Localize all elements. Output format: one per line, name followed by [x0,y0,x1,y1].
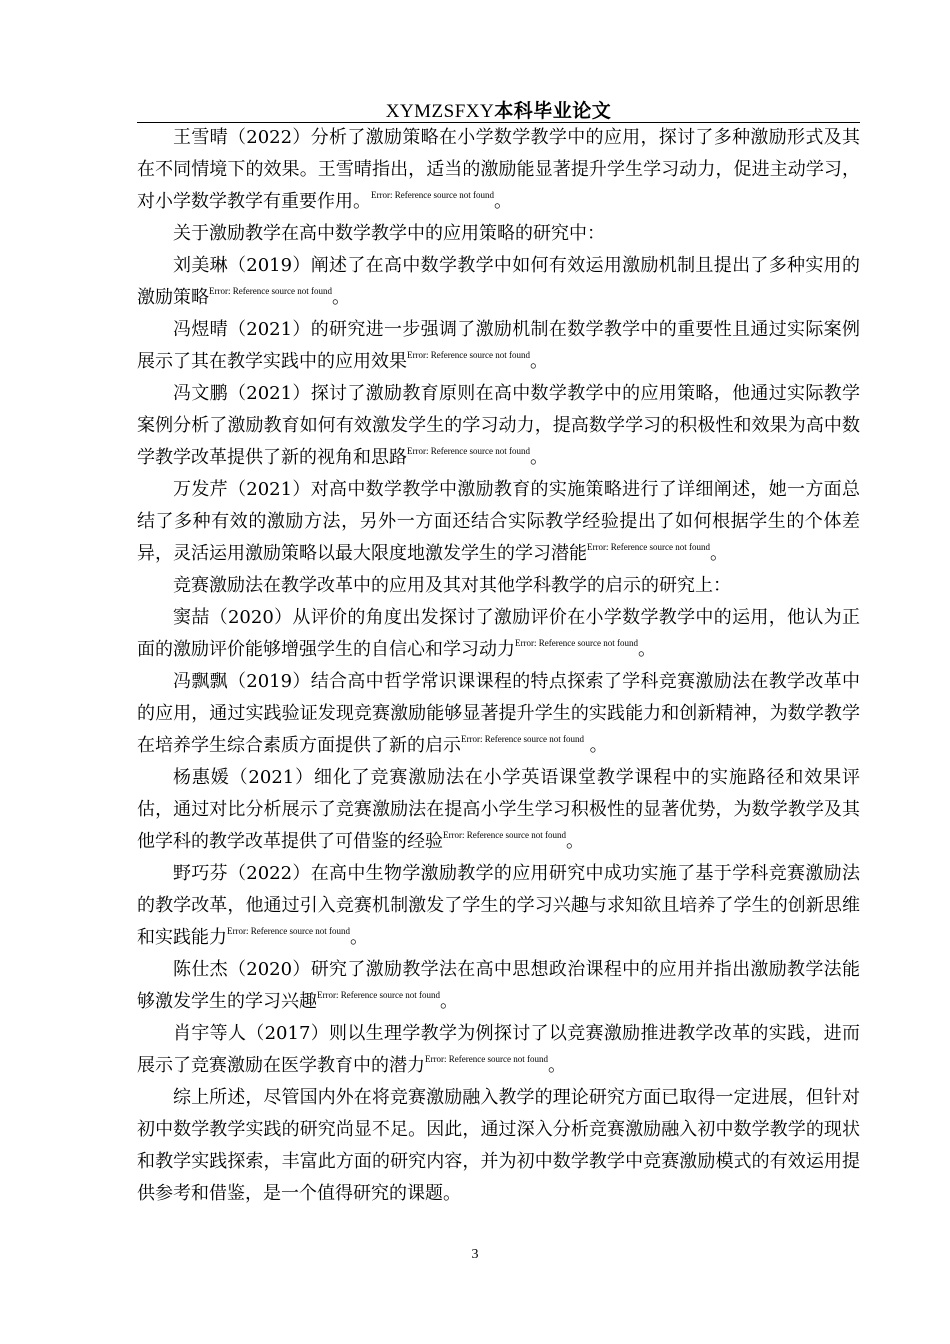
reference-error: Error: Reference source not found [407,350,530,360]
reference-error: Error: Reference source not found [209,286,332,296]
paragraph: 王雪晴（2022）分析了激励策略在小学数学教学中的应用，探讨了多种激励形式及其在不同情境下的效果。王雪晴指出，适当的激励能显著提升学生学习动力，促进主动学习，对小学数学教学有重要作用。$^{Error: Reference source not found}$。 [137,127,860,212]
header-latin: XYMZSFXY [385,101,495,122]
paragraph: 关于激励教学在高中数学教学中的应用策略的研究中： [173,223,605,244]
header-title: 本科毕业论文 [494,100,612,122]
paragraph: 肖宇等人（2017）则以生理学教学为例探讨了以竞赛激励推进教学改革的实践，进而展示了竞赛激励在医学教育中的潜力$^{Error: Reference source not found}$。 [137,1023,860,1076]
paragraph: 综上所述，尽管国内外在将竞赛激励融入教学的理论研究方面已取得一定进展，但针对初中数学教学实践的研究尚显不足。因此，通过深入分析竞赛激励融入初中数学教学的现状和教学实践探索，丰富此方面的研究内容，并为初中数学教学中竞赛激励模式的有效运用提供参考和借鉴，是一个值得研究的课题。 [137,1087,860,1204]
reference-error: Error: Reference source not found [587,542,710,552]
paragraph: 竞赛激励法在教学改革中的应用及其对其他学科教学的启示的研究上： [173,575,731,596]
reference-error: Error: Reference source not found [227,926,350,936]
running-header [137,96,860,123]
paragraph: 刘美琳（2019）阐述了在高中数学教学中如何有效运用激励机制且提出了多种实用的激励策略$^{Error: Reference source not found}$。 [137,255,860,308]
paragraph: 野巧芬（2022）在高中生物学激励教学的应用研究中成功实施了基于学科竞赛激励法的教学改革，他通过引入竞赛机制激发了学生的学习兴趣与求知欲且培养了学生的创新思维和实践能力$^{Error: Reference source not found}$。 [137,863,860,948]
paragraph: 窦喆（2020）从评价的角度出发探讨了激励评价在小学数学教学中的运用，他认为正面的激励评价能够增强学生的自信心和学习动力$^{Error: Reference source not found}$。 [137,607,860,660]
paragraph: 冯文鹏（2021）探讨了激励教育原则在高中数学教学中的应用策略，他通过实际教学案例分析了激励教育如何有效激发学生的学习动力，提高数学学习的积极性和效果为高中数学教学改革提供了新的视角和思路$^{Error: Reference source not found}$。 [137,383,860,468]
paragraph: 杨惠媛（2021）细化了竞赛激励法在小学英语课堂教学课程中的实施路径和效果评估，通过对比分析展示了竞赛激励法在提高小学生学习积极性的显著优势，为数学教学及其他学科的教学改革提供了可借鉴的经验$^{Error: Reference source not found}$。 [137,767,860,852]
reference-error: Error: Reference source not found [461,734,584,744]
paragraph: 陈仕杰（2020）研究了激励教学法在高中思想政治课程中的应用并指出激励教学法能够激发学生的学习兴趣$^{Error: Reference source not found}$。 [137,959,860,1012]
paragraph: 冯飘飘（2019）结合高中哲学常识课课程的特点探索了学科竞赛激励法在教学改革中的应用，通过实践验证发现竞赛激励能够显著提升学生的实践能力和创新精神，为数学教学在培养学生综合素质方面提供了新的启示$^{Error: Reference source not found}$ 。 [137,671,860,756]
paragraph: 万发芹（2021）对高中数学教学中激励教育的实施策略进行了详细阐述，她一方面总结了多种有效的激励方法，另外一方面还结合实际教学经验提出了如何根据学生的个体差异，灵活运用激励策略以最大限度地激发学生的学习潜能$^{Error: Reference source not found}$。 [137,479,860,564]
reference-error: Error: Reference source not found [371,190,494,200]
reference-error: Error: Reference source not found [443,830,566,840]
reference-error: Error: Reference source not found [515,638,638,648]
paragraph: 冯煜晴（2021）的研究进一步强调了激励机制在数学教学中的重要性且通过实际案例展示了其在教学实践中的应用效果$^{Error: Reference source not found}$。 [137,319,860,372]
page-number: 3 [471,1247,479,1262]
reference-error: Error: Reference source not found [425,1054,548,1064]
body-text [137,122,860,1210]
reference-error: Error: Reference source not found [317,990,440,1000]
reference-error: Error: Reference source not found [407,446,530,456]
